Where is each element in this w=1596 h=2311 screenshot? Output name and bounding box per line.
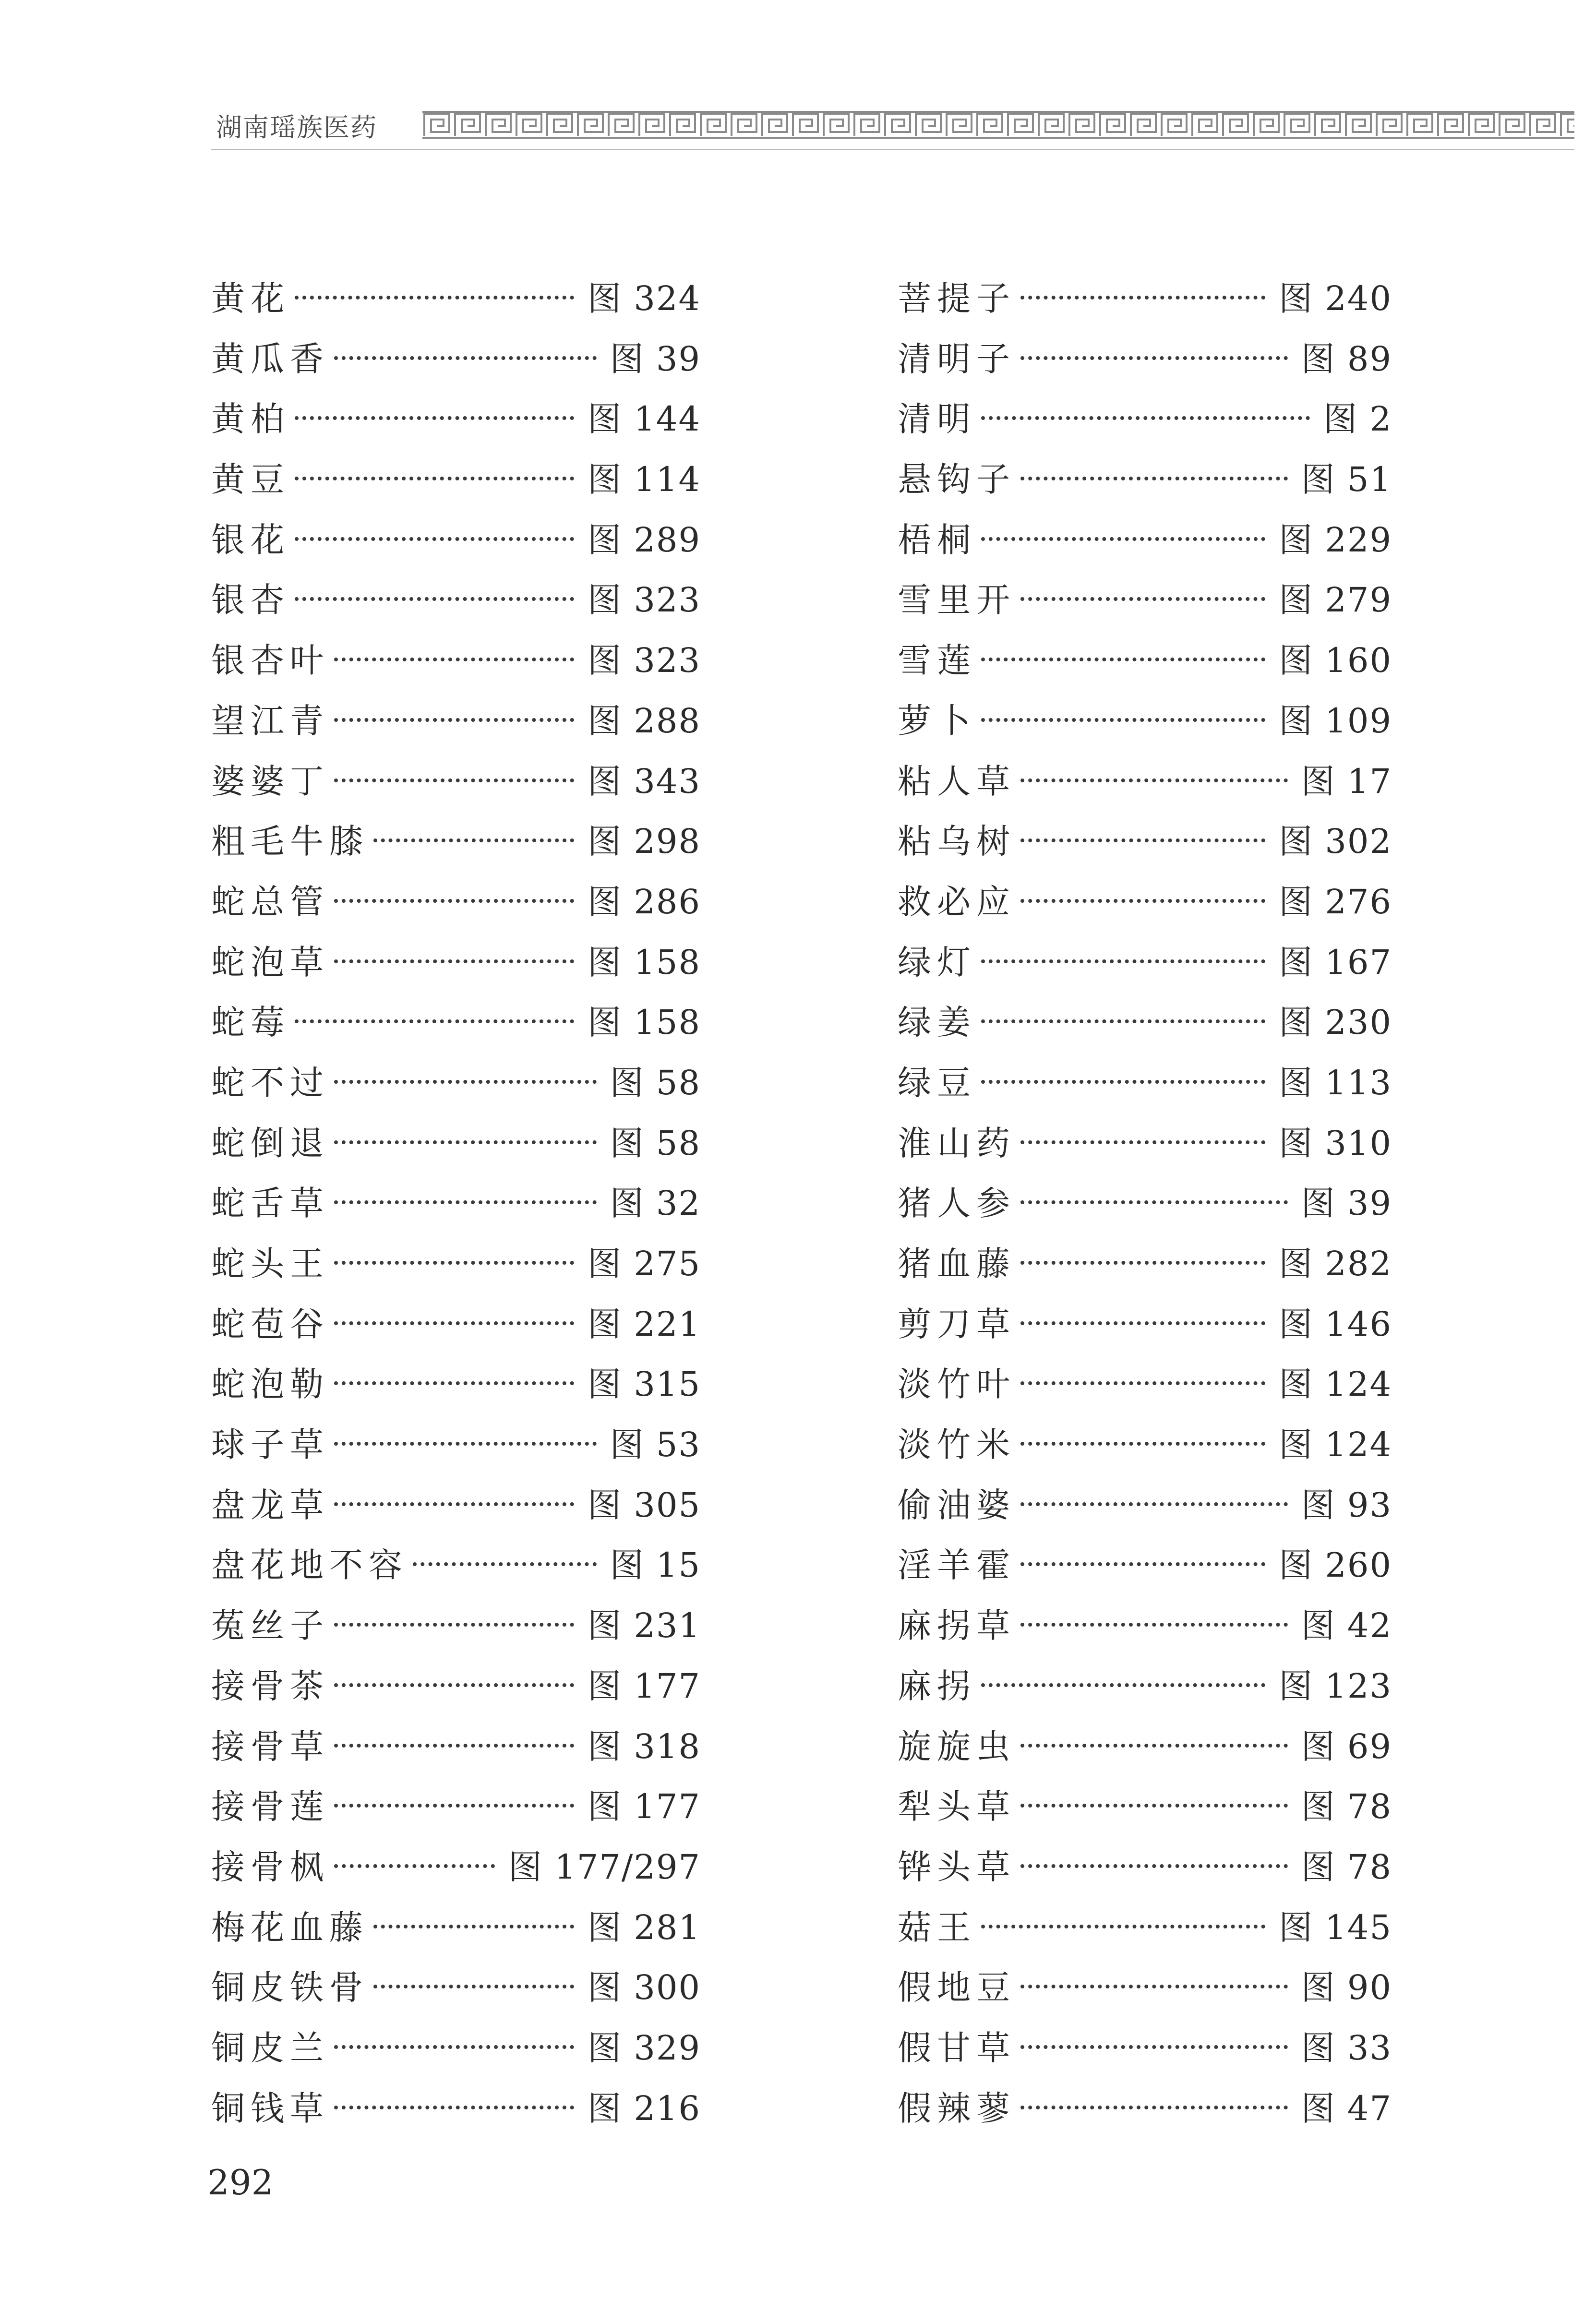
- entry-name: 假甘草: [898, 2028, 1016, 2068]
- entry-name: 婆婆丁: [211, 761, 329, 801]
- entry-name: 清明: [898, 399, 976, 439]
- entry-name: 蛇舌草: [211, 1184, 329, 1223]
- figure-reference: 图 47: [1301, 2088, 1392, 2128]
- index-entry: [211, 1717, 701, 1777]
- index-entry: [898, 1958, 1392, 2018]
- dot-leader: [1020, 1200, 1288, 1204]
- figure-reference: 图 318: [588, 1726, 701, 1766]
- entry-name: 清明子: [898, 339, 1016, 379]
- figure-reference: 图 216: [588, 2088, 701, 2128]
- figure-reference: 图 17: [1301, 761, 1392, 801]
- index-entry: [211, 1475, 701, 1536]
- index-entry: [211, 1114, 701, 1174]
- index-entry: [898, 510, 1392, 571]
- dot-leader: [1020, 1985, 1288, 1988]
- index-entry: [898, 752, 1392, 812]
- figure-reference: 图 93: [1301, 1485, 1392, 1525]
- figure-reference: 图 109: [1279, 701, 1392, 741]
- dot-leader: [981, 1080, 1265, 1084]
- figure-reference: 图 32: [610, 1184, 701, 1223]
- entry-name: 接骨枫: [211, 1847, 329, 1887]
- figure-reference: 图 221: [588, 1304, 701, 1344]
- entry-name: 接骨茶: [211, 1666, 329, 1706]
- figure-reference: 图 53: [610, 1425, 701, 1465]
- index-column-right: [898, 269, 1392, 2139]
- header-rule: [211, 149, 1574, 150]
- dot-leader: [334, 1200, 597, 1204]
- dot-leader: [373, 1925, 574, 1928]
- dot-leader: [334, 1080, 597, 1084]
- index-entry: [211, 2079, 701, 2139]
- dot-leader: [1020, 296, 1265, 299]
- figure-reference: 图 33: [1301, 2028, 1392, 2068]
- page-number: 292: [207, 2162, 274, 2203]
- entry-name: 铜皮兰: [211, 2028, 329, 2068]
- index-entry: [898, 1173, 1392, 1234]
- figure-reference: 图 279: [1279, 580, 1392, 620]
- dot-leader: [295, 537, 574, 541]
- figure-reference: 图 177: [588, 1787, 701, 1827]
- figure-reference: 图 167: [1279, 942, 1392, 982]
- figure-reference: 图 51: [1301, 460, 1392, 500]
- entry-name: 假地豆: [898, 1968, 1016, 2008]
- entry-name: 猪人参: [898, 1184, 1016, 1223]
- figure-reference: 图 305: [588, 1485, 701, 1525]
- index-entry: [898, 269, 1392, 329]
- index-entry: [898, 993, 1392, 1053]
- dot-leader: [334, 1683, 574, 1687]
- entry-name: 黄豆: [211, 460, 290, 500]
- dot-leader: [334, 1321, 574, 1325]
- dot-leader: [981, 1925, 1265, 1928]
- figure-reference: 图 113: [1279, 1063, 1392, 1102]
- book-title: 湖南瑶族医药: [216, 112, 377, 143]
- figure-reference: 图 324: [588, 279, 701, 318]
- dot-leader: [1020, 1261, 1265, 1265]
- index-entry: [211, 1535, 701, 1596]
- index-entry: [898, 2079, 1392, 2139]
- index-entry: [211, 1898, 701, 1958]
- entry-name: 银花: [211, 520, 290, 560]
- dot-leader: [334, 899, 574, 903]
- entry-name: 梧桐: [898, 520, 976, 560]
- dot-leader: [334, 356, 597, 360]
- entry-name: 铜钱草: [211, 2088, 329, 2128]
- dot-leader: [373, 1985, 574, 1988]
- entry-name: 粘乌树: [898, 822, 1016, 862]
- index-entry: [211, 1958, 701, 2018]
- figure-reference: 图 78: [1301, 1847, 1392, 1887]
- index-entry: [898, 872, 1392, 933]
- figure-reference: 图 78: [1301, 1787, 1392, 1827]
- figure-reference: 图 123: [1279, 1666, 1392, 1706]
- figure-reference: 图 177/297: [508, 1847, 701, 1887]
- entry-name: 球子草: [211, 1425, 329, 1465]
- index-entry: [211, 510, 701, 571]
- dot-leader: [334, 1502, 574, 1506]
- dot-leader: [334, 2045, 574, 2049]
- figure-reference: 图 323: [588, 641, 701, 681]
- meander-border-ornament: [422, 109, 1574, 140]
- dot-leader: [1020, 1140, 1265, 1144]
- figure-reference: 图 282: [1279, 1244, 1392, 1283]
- dot-leader: [295, 296, 574, 299]
- figure-reference: 图 160: [1279, 641, 1392, 681]
- index-entry: [211, 269, 701, 329]
- dot-leader: [295, 477, 574, 480]
- figure-reference: 图 260: [1279, 1545, 1392, 1585]
- index-entry: [211, 389, 701, 450]
- entry-name: 黄花: [211, 279, 290, 318]
- index-entry: [898, 691, 1392, 752]
- dot-leader: [334, 1864, 495, 1868]
- entry-name: 淡竹叶: [898, 1365, 1016, 1404]
- index-entry: [211, 872, 701, 933]
- index-entry: [211, 1837, 701, 1898]
- index-entry: [898, 1294, 1392, 1355]
- dot-leader: [334, 1261, 574, 1265]
- figure-reference: 图 69: [1301, 1726, 1392, 1766]
- index-entry: [211, 631, 701, 691]
- figure-reference: 图 343: [588, 761, 701, 801]
- index-entry: [898, 1596, 1392, 1656]
- index-entry: [898, 1475, 1392, 1536]
- entry-name: 雪莲: [898, 641, 976, 681]
- entry-name: 菟丝子: [211, 1606, 329, 1646]
- entry-name: 蛇不过: [211, 1063, 329, 1102]
- index-entry: [211, 2018, 701, 2079]
- dot-leader: [334, 1381, 574, 1385]
- figure-reference: 图 302: [1279, 822, 1392, 862]
- dot-leader: [1020, 1381, 1265, 1385]
- index-entry: [211, 1777, 701, 1837]
- index-entry: [211, 1053, 701, 1114]
- figure-reference: 图 230: [1279, 1003, 1392, 1042]
- figure-reference: 图 15: [610, 1545, 701, 1585]
- entry-name: 蛇泡勒: [211, 1365, 329, 1404]
- entry-name: 雪里开: [898, 580, 1016, 620]
- figure-reference: 图 89: [1301, 339, 1392, 379]
- index-entry: [211, 933, 701, 993]
- index-entry: [211, 752, 701, 812]
- entry-name: 救必应: [898, 882, 1016, 922]
- dot-leader: [981, 959, 1265, 963]
- index-entry: [898, 1415, 1392, 1475]
- index-entry: [211, 812, 701, 872]
- dot-leader: [1020, 1744, 1288, 1748]
- dot-leader: [373, 838, 574, 842]
- dot-leader: [1020, 778, 1288, 782]
- entry-name: 黄瓜香: [211, 339, 329, 379]
- index-entry: [898, 933, 1392, 993]
- entry-name: 绿姜: [898, 1003, 976, 1042]
- figure-reference: 图 177: [588, 1666, 701, 1706]
- index-entry: [211, 570, 701, 631]
- index-entry: [898, 450, 1392, 510]
- entry-name: 蛇莓: [211, 1003, 290, 1042]
- dot-leader: [334, 1623, 574, 1627]
- figure-reference: 图 315: [588, 1365, 701, 1404]
- entry-name: 接骨草: [211, 1726, 329, 1766]
- entry-name: 绿豆: [898, 1063, 976, 1102]
- figure-reference: 图 281: [588, 1907, 701, 1947]
- entry-name: 蛇倒退: [211, 1123, 329, 1163]
- figure-reference: 图 90: [1301, 1968, 1392, 2008]
- dot-leader: [334, 718, 574, 722]
- dot-leader: [334, 959, 574, 963]
- entry-name: 蛇泡草: [211, 942, 329, 982]
- dot-leader: [1020, 1442, 1265, 1446]
- figure-reference: 图 158: [588, 942, 701, 982]
- entry-name: 蛇头王: [211, 1244, 329, 1283]
- entry-name: 猪血藤: [898, 1244, 1016, 1283]
- entry-name: 淮山药: [898, 1123, 1016, 1163]
- figure-reference: 图 39: [610, 339, 701, 379]
- index-entry: [211, 329, 701, 390]
- index-entry: [211, 1354, 701, 1415]
- entry-name: 蛇总管: [211, 882, 329, 922]
- entry-name: 银杏叶: [211, 641, 329, 681]
- entry-name: 粘人草: [898, 761, 1016, 801]
- entry-name: 望江青: [211, 701, 329, 741]
- dot-leader: [334, 778, 574, 782]
- index-entry: [898, 1837, 1392, 1898]
- figure-reference: 图 275: [588, 1244, 701, 1283]
- entry-name: 黄柏: [211, 399, 290, 439]
- figure-reference: 图 276: [1279, 882, 1392, 922]
- index-entry: [898, 389, 1392, 450]
- index-entry: [898, 1717, 1392, 1777]
- dot-leader: [1020, 597, 1265, 601]
- dot-leader: [295, 416, 574, 420]
- entry-name: 淫羊霍: [898, 1545, 1016, 1585]
- dot-leader: [981, 1019, 1265, 1023]
- index-entry: [211, 691, 701, 752]
- entry-name: 绿灯: [898, 942, 976, 982]
- entry-name: 旋旋虫: [898, 1726, 1016, 1766]
- entry-name: 悬钩子: [898, 460, 1016, 500]
- index-entry: [898, 329, 1392, 390]
- entry-name: 梅花血藤: [211, 1907, 369, 1947]
- dot-leader: [1020, 838, 1265, 842]
- dot-leader: [1020, 2106, 1288, 2109]
- figure-reference: 图 158: [588, 1003, 701, 1042]
- dot-leader: [1020, 2045, 1288, 2049]
- index-entry: [211, 1234, 701, 1294]
- figure-reference: 图 289: [588, 520, 701, 560]
- figure-reference: 图 286: [588, 882, 701, 922]
- figure-reference: 图 124: [1279, 1425, 1392, 1465]
- dot-leader: [1020, 1502, 1288, 1506]
- figure-reference: 图 329: [588, 2028, 701, 2068]
- dot-leader: [1020, 1623, 1288, 1627]
- index-entry: [898, 1234, 1392, 1294]
- entry-name: 淡竹米: [898, 1425, 1016, 1465]
- index-entry: [898, 570, 1392, 631]
- index-entry: [898, 1898, 1392, 1958]
- index-entry: [898, 1656, 1392, 1717]
- dot-leader: [981, 718, 1265, 722]
- dot-leader: [334, 1140, 597, 1144]
- index-entry: [898, 1354, 1392, 1415]
- dot-leader: [981, 658, 1265, 661]
- index-entry: [898, 2018, 1392, 2079]
- entry-name: 银杏: [211, 580, 290, 620]
- entry-name: 萝卜: [898, 701, 976, 741]
- figure-reference: 图 58: [610, 1063, 701, 1102]
- entry-name: 偷油婆: [898, 1485, 1016, 1525]
- index-entry: [211, 1656, 701, 1717]
- entry-name: 粗毛牛膝: [211, 822, 369, 862]
- entry-name: 麻拐草: [898, 1606, 1016, 1646]
- index-entry: [211, 1415, 701, 1475]
- dot-leader: [1020, 1864, 1288, 1868]
- dot-leader: [334, 1744, 574, 1748]
- figure-reference: 图 114: [588, 460, 701, 500]
- index-entry: [898, 1777, 1392, 1837]
- entry-name: 铧头草: [898, 1847, 1016, 1887]
- dot-leader: [334, 2106, 574, 2109]
- entry-name: 假辣蓼: [898, 2088, 1016, 2128]
- figure-reference: 图 42: [1301, 1606, 1392, 1646]
- entry-name: 剪刀草: [898, 1304, 1016, 1344]
- dot-leader: [1020, 1321, 1265, 1325]
- index-entry: [898, 631, 1392, 691]
- figure-reference: 图 240: [1279, 279, 1392, 318]
- entry-name: 菩提子: [898, 279, 1016, 318]
- index-entry: [211, 1173, 701, 1234]
- figure-reference: 图 298: [588, 822, 701, 862]
- dot-leader: [295, 597, 574, 601]
- dot-leader: [413, 1562, 597, 1566]
- entry-name: 盘花地不容: [211, 1545, 408, 1585]
- figure-reference: 图 229: [1279, 520, 1392, 560]
- dot-leader: [981, 1683, 1265, 1687]
- entry-name: 铜皮铁骨: [211, 1968, 369, 2008]
- index-entry: [898, 812, 1392, 872]
- index-column-left: [211, 269, 701, 2139]
- dot-leader: [334, 1442, 597, 1446]
- figure-reference: 图 145: [1279, 1907, 1392, 1947]
- figure-reference: 图 2: [1323, 399, 1392, 439]
- dot-leader: [981, 537, 1265, 541]
- figure-reference: 图 323: [588, 580, 701, 620]
- entry-name: 蛇苞谷: [211, 1304, 329, 1344]
- figure-reference: 图 288: [588, 701, 701, 741]
- figure-reference: 图 124: [1279, 1365, 1392, 1404]
- dot-leader: [1020, 1804, 1288, 1808]
- dot-leader: [1020, 899, 1265, 903]
- entry-name: 麻拐: [898, 1666, 976, 1706]
- index-entry: [898, 1114, 1392, 1174]
- figure-reference: 图 58: [610, 1123, 701, 1163]
- index-entry: [211, 1596, 701, 1656]
- dot-leader: [1020, 356, 1288, 360]
- figure-reference: 图 231: [588, 1606, 701, 1646]
- entry-name: 盘龙草: [211, 1485, 329, 1525]
- dot-leader: [334, 658, 574, 661]
- figure-reference: 图 146: [1279, 1304, 1392, 1344]
- dot-leader: [295, 1019, 574, 1023]
- dot-leader: [334, 1804, 574, 1808]
- index-entry: [898, 1053, 1392, 1114]
- figure-reference: 图 39: [1301, 1184, 1392, 1223]
- index-entry: [211, 993, 701, 1053]
- figure-reference: 图 144: [588, 399, 701, 439]
- dot-leader: [981, 416, 1310, 420]
- dot-leader: [1020, 1562, 1265, 1566]
- running-header: [211, 98, 1574, 151]
- entry-name: 菇王: [898, 1907, 976, 1947]
- entry-name: 犁头草: [898, 1787, 1016, 1827]
- index-entry: [211, 1294, 701, 1355]
- index-entry: [898, 1535, 1392, 1596]
- figure-reference: 图 300: [588, 1968, 701, 2008]
- figure-reference: 图 310: [1279, 1123, 1392, 1163]
- dot-leader: [1020, 477, 1288, 480]
- index-entry: [211, 450, 701, 510]
- entry-name: 接骨莲: [211, 1787, 329, 1827]
